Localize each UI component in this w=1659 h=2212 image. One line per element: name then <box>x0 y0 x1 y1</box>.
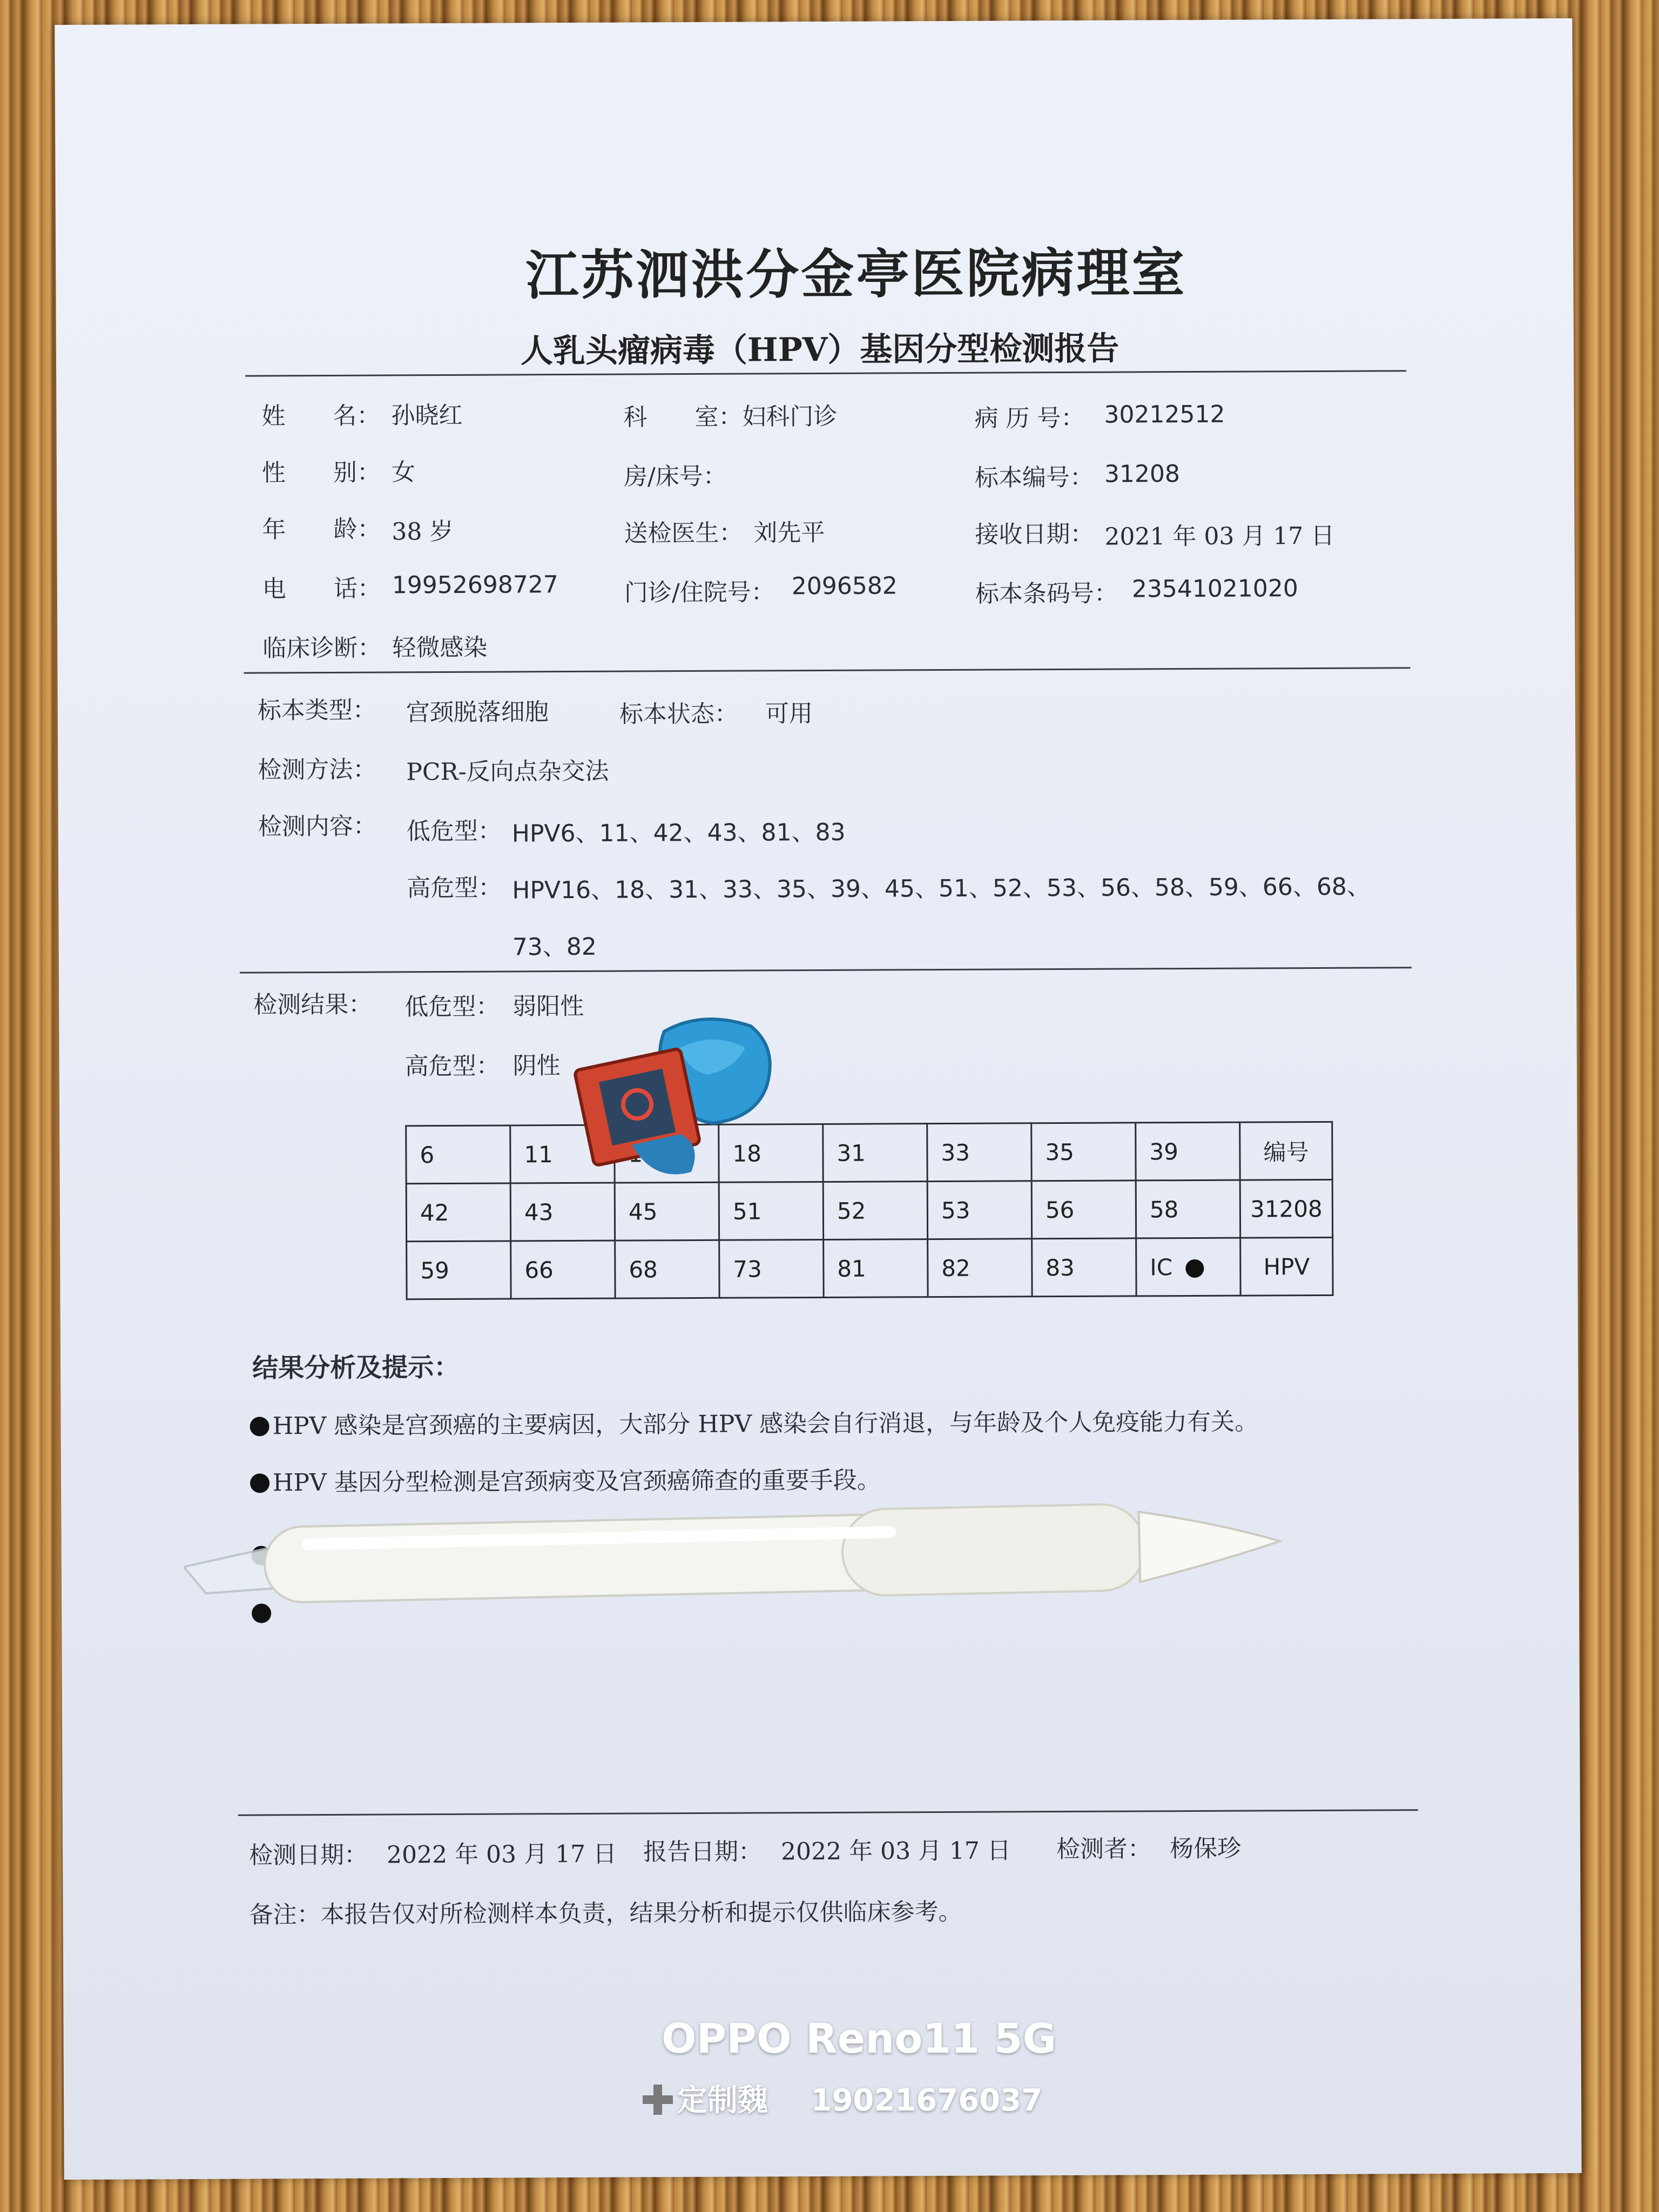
result-high-label: 高危型： <box>404 1052 500 1081</box>
clinic-no-label: 门诊/住院号： <box>624 578 775 607</box>
record-label: 病 历 号： <box>974 404 1085 433</box>
content-high-label: 高危型： <box>407 874 502 902</box>
grid-cell: 42 <box>406 1183 510 1242</box>
age-value: 38 岁 <box>392 517 454 546</box>
hpv-result-grid <box>405 1121 1333 1300</box>
pen-grip <box>841 1503 1145 1596</box>
method-label: 检测方法： <box>258 756 377 784</box>
grid-cell: 39 <box>1136 1122 1240 1181</box>
grid-cell: 18 <box>719 1124 823 1182</box>
sex-value: 女 <box>391 458 416 487</box>
phone-value: 19952698727 <box>392 571 558 599</box>
report-title: 人乳头瘤病毒（HPV）基因分型检测报告 <box>520 329 1120 370</box>
ic-label: IC <box>1150 1253 1173 1280</box>
grid-cell: 73 <box>719 1239 824 1298</box>
grid-cell: 53 <box>927 1181 1031 1239</box>
tester-value: 杨保珍 <box>1169 1835 1242 1863</box>
grid-row <box>406 1179 1332 1241</box>
analysis-item <box>249 1402 1258 1441</box>
content-low-value: HPV6、11、42、43、81、83 <box>511 818 846 848</box>
doctor-value: 刘先平 <box>753 518 825 547</box>
bullet-icon <box>250 1417 269 1436</box>
doctor-label: 送检医生： <box>624 519 743 548</box>
content-label: 检测内容： <box>258 812 377 841</box>
phone-label: 电 话： <box>262 575 381 603</box>
custom-watermark-number: 19021676037 <box>811 2083 1043 2118</box>
grid-side-hpv: HPV <box>1240 1237 1333 1296</box>
analysis-item-text: HPV 基因分型检测是宫颈病变及宫颈癌筛查的重要手段。 <box>272 1466 881 1497</box>
rule-top <box>245 370 1406 376</box>
footer-note: 备注：本报告仅对所检测样本负责，结果分析和提示仅供临床参考。 <box>249 1898 962 1929</box>
specimen-type-value: 宫颈脱落细胞 <box>406 698 549 727</box>
sex-label: 性 别： <box>261 458 381 487</box>
specimen-type-label: 标本类型： <box>257 696 376 725</box>
rule-specimen <box>244 667 1411 673</box>
grid-cell: 51 <box>719 1182 823 1240</box>
grid-cell: 6 <box>406 1125 510 1184</box>
age-label: 年 龄： <box>262 515 381 544</box>
grid-cell: 81 <box>824 1239 928 1298</box>
name-label: 姓 名： <box>261 402 381 430</box>
test-date-value: 2022 年 03 月 17 日 <box>386 1840 617 1869</box>
grid-cell: 43 <box>510 1183 615 1241</box>
grid-cell: 45 <box>615 1182 719 1240</box>
specimen-no-label: 标本编号： <box>974 463 1094 492</box>
pen <box>183 1485 1286 1621</box>
specimen-state-label: 标本状态： <box>619 700 738 729</box>
content-low-label: 低危型： <box>406 817 502 846</box>
grid-cell: 66 <box>511 1240 615 1299</box>
rule-result <box>240 967 1412 973</box>
report-date-value: 2022 年 03 月 17 日 <box>780 1837 1011 1866</box>
test-date-label: 检测日期： <box>248 1841 368 1870</box>
grid-row <box>407 1237 1333 1299</box>
grid-cell: 83 <box>1032 1238 1136 1297</box>
ic-dot-icon <box>1185 1259 1204 1278</box>
specimen-state-value: 可用 <box>765 700 813 728</box>
received-value: 2021 年 03 月 17 日 <box>1104 522 1335 551</box>
grid-cell: 52 <box>823 1182 927 1240</box>
analysis-item <box>250 1461 881 1498</box>
rule-footer <box>238 1809 1418 1816</box>
record-value: 30212512 <box>1104 400 1225 429</box>
barcode-value: 23541021020 <box>1131 575 1298 603</box>
result-low-label: 低危型： <box>404 993 500 1021</box>
content-high-value: HPV16、18、31、33、35、39、45、51、52、53、56、58、59、66、68、 <box>512 873 1371 905</box>
custom-watermark <box>643 2076 1042 2120</box>
name-value: 孙晓红 <box>391 401 463 430</box>
grid-side-number: 31208 <box>1240 1179 1332 1238</box>
dept-label: 科 室： <box>623 403 743 431</box>
analysis-title: 结果分析及提示： <box>252 1352 460 1384</box>
method-value: PCR-反向点杂交法 <box>406 757 609 786</box>
report-date-label: 报告日期： <box>643 1838 763 1866</box>
custom-watermark-name: 定制魏 <box>677 2083 768 2118</box>
result-label: 检测结果： <box>253 990 373 1019</box>
grid-cell: 31 <box>823 1124 927 1182</box>
grid-cell: 59 <box>407 1241 511 1299</box>
analysis-item-text: HPV 感染是宫颈癌的主要病因，大部分 HPV 感染会自行消退，与年龄及个人免疫能力有关。 <box>272 1408 1259 1440</box>
bullet-icon <box>250 1473 269 1493</box>
grid-cell: 82 <box>928 1239 1032 1297</box>
grid-cell-ic <box>1136 1238 1240 1296</box>
specimen-no-value: 31208 <box>1104 460 1181 488</box>
device-watermark: OPPO Reno11 5G <box>662 2014 1056 2062</box>
grid-row <box>406 1122 1332 1183</box>
toy-figure <box>572 1010 783 1193</box>
result-high-value: 阴性 <box>512 1052 561 1080</box>
plus-icon <box>643 2085 673 2115</box>
grid-cell: 35 <box>1031 1123 1136 1181</box>
pen-tip <box>1139 1509 1281 1582</box>
grid-cell: 56 <box>1031 1181 1136 1239</box>
diagnosis-value: 轻微感染 <box>392 633 488 662</box>
grid-cell: 68 <box>615 1240 719 1298</box>
content-high-cont: 73、82 <box>512 933 597 961</box>
diagnosis-label: 临床诊断： <box>262 634 382 663</box>
received-label: 接收日期： <box>975 520 1094 549</box>
bed-label: 房/床号： <box>623 462 727 491</box>
grid-side-label: 编号 <box>1240 1122 1332 1180</box>
hospital-name: 江苏泗洪分金亭医院病理室 <box>525 242 1187 307</box>
dept-value: 妇科门诊 <box>742 402 838 431</box>
report-paper <box>55 18 1581 2180</box>
result-low-value: 弱阳性 <box>512 992 584 1021</box>
clinic-no-value: 2096582 <box>791 572 898 601</box>
grid-cell: 58 <box>1136 1180 1240 1238</box>
tester-label: 检测者： <box>1056 1835 1152 1864</box>
grid-cell: 11 <box>510 1125 615 1183</box>
toy-chest <box>599 1069 676 1145</box>
barcode-label: 标本条码号： <box>975 579 1118 608</box>
grid-cell: 33 <box>927 1123 1031 1182</box>
